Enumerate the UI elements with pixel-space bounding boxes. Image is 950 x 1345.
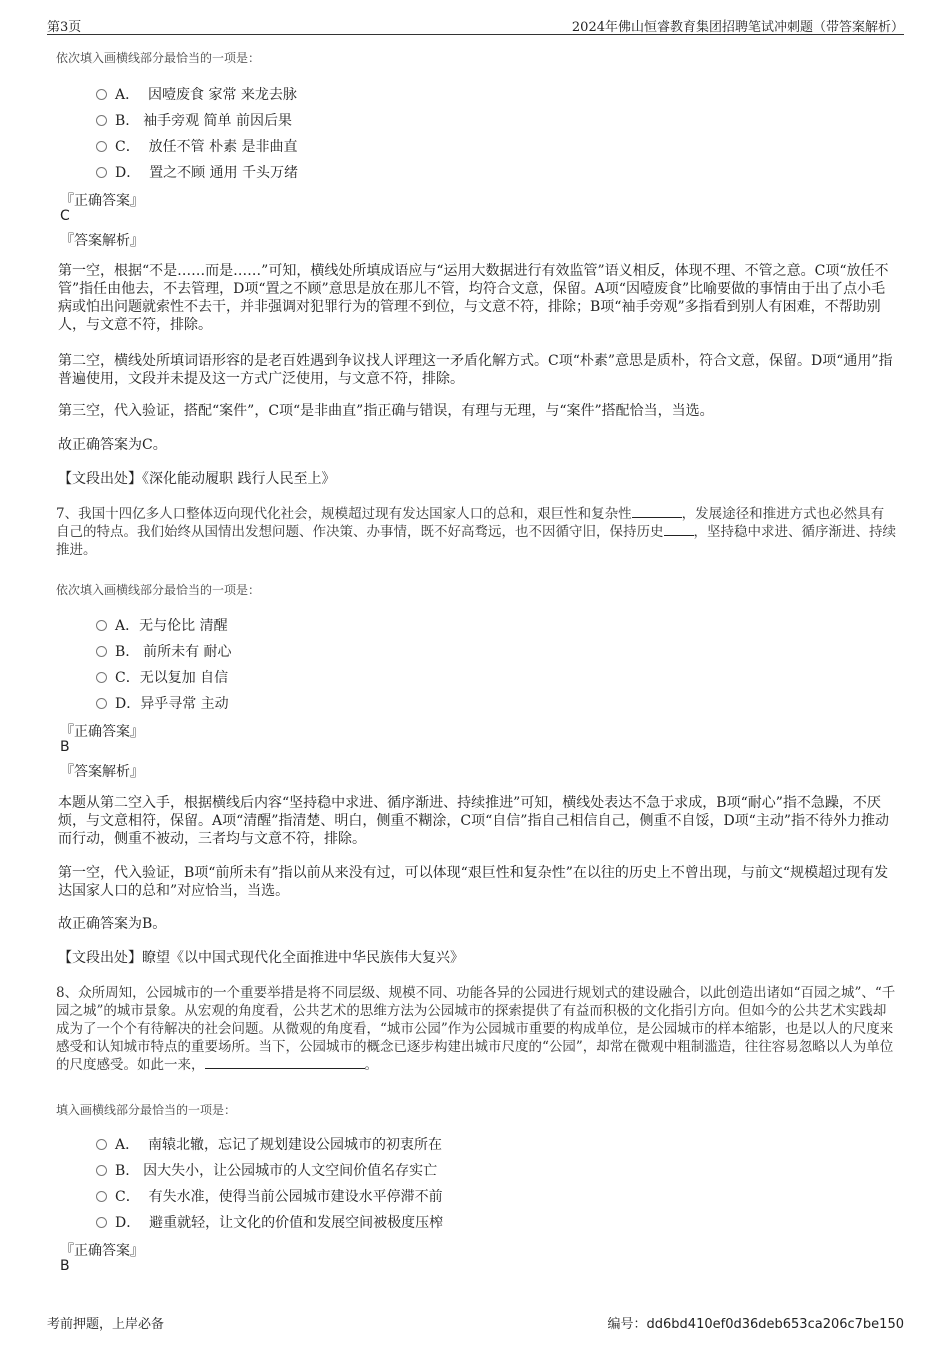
q8-stem: 8、众所周知，公园城市的一个重要举措是将不同层级、规模不同、功能各异的公园进行规划式的建设融合，以此创造出诸如“百园之城”、“千园之城”的城市景象。从宏观的角度看，公共艺术的思维方法为公园城市的探索提供了有益而积极的文化指引方向。但如今的公共艺术实践却成为了一个个有待解决的社会问题。从微观的角度看，“城市公园”作为公园城市重要的构成单位，是公园城市的样本缩影，也是以人的尺度来感受和认知城市特点的重要场所。当下，公园城市的概念已逐步构建出城市尺度的“公园”，却常在微观中粗制滥造，往往容易忽略以人为单位的尺度感受。如此一来， 。 bbox=[56, 985, 896, 1073]
q6-option-b[interactable]: B. 袖手旁观 简单 前因后果 bbox=[96, 110, 292, 130]
q7-analysis-p2: 第一空，代入验证，B项“前所未有”指以前从来没有过，可以体现“艰巨性和复杂性”在以往的历史上不曾出现，与前文“规模超过现有发达国家人口的总和”对应恰当，当选。 bbox=[58, 865, 889, 899]
q7-analysis-label: 『答案解析』 bbox=[60, 764, 144, 780]
q7-source: 【文段出处】瞭望《以中国式现代化全面推进中华民族伟大复兴》 bbox=[58, 950, 464, 966]
q6-analysis-label: 『答案解析』 bbox=[60, 233, 144, 249]
radio-icon[interactable] bbox=[96, 1191, 107, 1202]
q6-analysis-p1: 第一空，根据“不是……而是……”可知，横线处所填成语应与“运用大数据进行有效监管”语义相反，体现不理、不管之意。C项“放任不管”指任由他去，不去管理，D项“置之不顾”意思是放在那儿不管，均符合文意，保留。A项“因噎废食”比喻要做的事情由于出了点小毛病或怕出问题就索性不去干，并非强调对犯罪行为的管理不到位，与文意不符，排除；B项“袖手旁观”多指看到别人有困难，不帮助别人，与文意不符，排除。 bbox=[58, 263, 889, 333]
document-code: 编号：dd6bd410ef0d36deb653ca206c7be150 bbox=[607, 1317, 904, 1332]
q8-prompt: 填入画横线部分最恰当的一项是： bbox=[56, 1103, 237, 1117]
q7-analysis-p3: 故正确答案为B。 bbox=[58, 916, 167, 932]
radio-icon[interactable] bbox=[96, 1139, 107, 1150]
q6-analysis-p4: 故正确答案为C。 bbox=[58, 437, 167, 453]
q7-option-c[interactable]: C．无以复加 自信 bbox=[96, 667, 228, 687]
radio-icon[interactable] bbox=[96, 672, 107, 683]
radio-icon[interactable] bbox=[96, 89, 107, 100]
radio-icon[interactable] bbox=[96, 167, 107, 178]
q8-option-d[interactable]: D． 避重就轻，让文化的价值和发展空间被极度压榨 bbox=[96, 1212, 443, 1232]
radio-icon[interactable] bbox=[96, 115, 107, 126]
q6-answer-label: 『正确答案』 bbox=[60, 193, 144, 209]
q7-prompt: 依次填入画横线部分最恰当的一项是： bbox=[56, 583, 261, 597]
radio-icon[interactable] bbox=[96, 698, 107, 709]
footer-slogan: 考前押题，上岸必备 bbox=[47, 1317, 165, 1332]
q6-answer: C bbox=[60, 208, 70, 224]
q6-option-d[interactable]: D． 置之不顾 通用 千头万绪 bbox=[96, 162, 298, 182]
q7-answer-label: 『正确答案』 bbox=[60, 724, 144, 740]
q7-blank-2 bbox=[664, 523, 694, 536]
radio-icon[interactable] bbox=[96, 1165, 107, 1176]
q7-blank-1 bbox=[632, 505, 682, 518]
q6-source: 【文段出处】《深化能动履职 践行人民至上》 bbox=[58, 471, 336, 487]
q6-analysis-p2: 第二空，横线处所填词语形容的是老百姓遇到争议找人评理这一矛盾化解方式。C项“朴素”意思是质朴，符合文意，保留。D项“通用”指普遍使用，文段并未提及这一方式广泛使用，与文意不符，排除。 bbox=[58, 353, 893, 387]
q8-option-b[interactable]: B. 因大失小，让公园城市的人文空间价值名存实亡 bbox=[96, 1160, 437, 1180]
q6-option-c[interactable]: C． 放任不管 朴素 是非曲直 bbox=[96, 136, 298, 156]
q7-option-d[interactable]: D．异乎寻常 主动 bbox=[96, 693, 229, 713]
radio-icon[interactable] bbox=[96, 141, 107, 152]
q6-analysis-p3: 第三空，代入验证，搭配“案件”，C项“是非曲直”指正确与错误，有理与无理，与“案件”搭配恰当，当选。 bbox=[58, 403, 714, 419]
q8-option-a[interactable]: A． 南辕北辙，忘记了规划建设公园城市的初衷所在 bbox=[96, 1134, 442, 1154]
q8-option-c[interactable]: C． 有失水准，使得当前公园城市建设水平停滞不前 bbox=[96, 1186, 443, 1206]
q7-option-a[interactable]: A．无与伦比 清醒 bbox=[96, 615, 228, 635]
q7-option-b[interactable]: B. 前所未有 耐心 bbox=[96, 641, 232, 661]
radio-icon[interactable] bbox=[96, 620, 107, 631]
q8-answer: B bbox=[60, 1258, 70, 1274]
radio-icon[interactable] bbox=[96, 1217, 107, 1228]
q7-stem: 7、我国十四亿多人口整体迈向现代化社会，规模超过现有发达国家人口的总和，艰巨性和复杂性 ，发展途径和推进方式也必然具有自己的特点。我们始终从国情出发想问题、作决策、办事情，既不好高骛远，也不因循守旧，保持历史 ，坚持稳中求进、循序渐进、持续推进。 bbox=[56, 506, 896, 558]
q8-answer-label: 『正确答案』 bbox=[60, 1243, 144, 1259]
document-title: 2024年佛山恒睿教育集团招聘笔试冲刺题（带答案解析） bbox=[571, 20, 904, 35]
q7-answer: B bbox=[60, 739, 70, 755]
q7-analysis-p1: 本题从第二空入手，根据横线后内容“坚持稳中求进、循序渐进、持续推进”可知，横线处表达不急于求成，B项“耐心”指不急躁，不厌烦，与文意相符，保留。A项“清醒”指清楚、明白，侧重不糊涂，C项“自信”指自己相信自己，侧重不自馁，D项“主动”指不待外力推动而行动，侧重不被动，三者均与文意不符，排除。 bbox=[58, 795, 889, 847]
page-number: 第3页 bbox=[47, 20, 82, 35]
q6-option-a[interactable]: A． 因噎废食 家常 来龙去脉 bbox=[96, 84, 297, 104]
q6-prompt: 依次填入画横线部分最恰当的一项是： bbox=[56, 51, 261, 65]
radio-icon[interactable] bbox=[96, 646, 107, 657]
q8-blank bbox=[205, 1056, 365, 1069]
